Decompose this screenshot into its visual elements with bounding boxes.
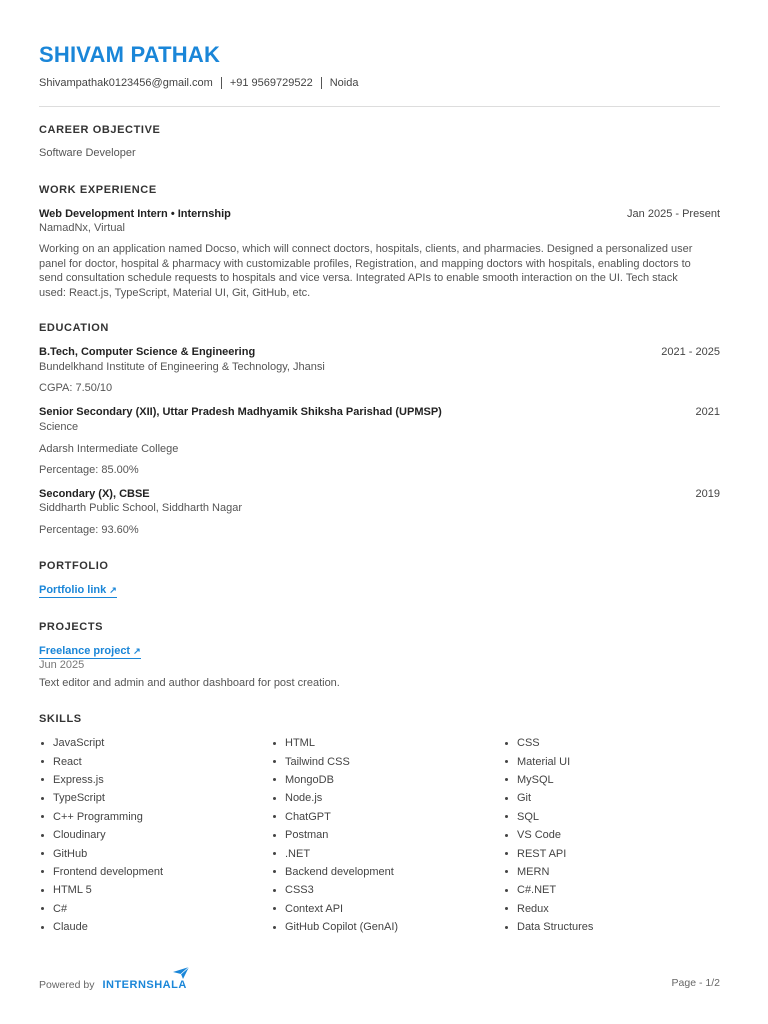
bullet-icon xyxy=(41,778,44,781)
portfolio-link-label: Portfolio link xyxy=(39,584,107,596)
skill-item xyxy=(503,844,720,862)
bullet-icon xyxy=(273,907,276,910)
skill-item xyxy=(271,844,503,862)
portfolio-link[interactable] xyxy=(39,584,117,598)
section-title-education: EDUCATION xyxy=(39,322,109,334)
job-role: Web Development Intern • Internship xyxy=(39,208,231,220)
location: Noida xyxy=(329,77,359,89)
bullet-icon xyxy=(41,815,44,818)
skill-label: React xyxy=(53,755,82,768)
x-year: 2019 xyxy=(695,488,720,500)
skill-label: MongoDB xyxy=(285,773,334,786)
skill-item xyxy=(39,771,271,789)
bullet-icon xyxy=(41,870,44,873)
skill-item xyxy=(503,789,720,807)
x-degree: Secondary (X), CBSE xyxy=(39,488,150,500)
skill-item xyxy=(503,826,720,844)
skill-label: Tailwind CSS xyxy=(285,755,350,768)
skill-label: Data Structures xyxy=(517,921,594,934)
section-title-career-objective: CAREER OBJECTIVE xyxy=(39,124,161,136)
skill-label: Node.js xyxy=(285,792,323,805)
skill-label: Claude xyxy=(53,921,88,934)
resume-page xyxy=(39,0,720,1024)
xii-stream: Science xyxy=(39,421,79,433)
skill-label: Backend development xyxy=(285,865,394,878)
section-title-portfolio: PORTFOLIO xyxy=(39,560,109,572)
powered-by-label: Powered by xyxy=(39,979,95,991)
xii-degree: Senior Secondary (XII), Uttar Pradesh Madhyamik Shiksha Parishad (UPMSP) xyxy=(39,406,442,418)
skill-item xyxy=(39,752,271,770)
skill-item xyxy=(271,752,503,770)
skill-item xyxy=(503,808,720,826)
bullet-icon xyxy=(505,797,508,800)
bullet-icon xyxy=(505,889,508,892)
skill-item xyxy=(271,918,503,936)
skill-item xyxy=(39,826,271,844)
skill-item xyxy=(271,863,503,881)
skill-item xyxy=(271,826,503,844)
btech-degree: B.Tech, Computer Science & Engineering xyxy=(39,346,256,358)
arrow-up-right-icon: ↗ xyxy=(109,585,117,595)
bullet-icon xyxy=(41,907,44,910)
bullet-icon xyxy=(41,926,44,929)
section-title-skills: SKILLS xyxy=(39,713,82,725)
skill-label: C++ Programming xyxy=(53,810,143,823)
x-institute: Siddharth Public School, Siddharth Nagar xyxy=(39,502,243,514)
email: Shivampathak0123456@gmail.com xyxy=(39,77,213,89)
skill-label: Express.js xyxy=(53,773,104,786)
bullet-icon xyxy=(273,815,276,818)
project-link[interactable] xyxy=(39,645,141,659)
skill-label: CSS xyxy=(517,737,540,750)
skill-item xyxy=(503,752,720,770)
bullet-icon xyxy=(505,870,508,873)
skill-label: C# xyxy=(53,902,68,915)
bullet-icon xyxy=(273,760,276,763)
skill-label: MySQL xyxy=(517,773,554,786)
skill-label: JavaScript xyxy=(53,737,105,750)
skill-label: VS Code xyxy=(517,829,562,842)
bullet-icon xyxy=(273,797,276,800)
xii-score: Percentage: 85.00% xyxy=(39,464,139,476)
btech-dates: 2021 - 2025 xyxy=(661,346,720,358)
bullet-icon xyxy=(505,907,508,910)
skill-item xyxy=(271,789,503,807)
bullet-icon xyxy=(273,852,276,855)
bullet-icon xyxy=(505,834,508,837)
bullet-icon xyxy=(505,760,508,763)
job-description-line: send consultation schedule requests to hospitals and vice versa. Integrated APIs to enable smooth interaction on the UI. Tech stack xyxy=(39,272,678,284)
skill-label: HTML xyxy=(285,737,315,750)
skill-item xyxy=(39,881,271,899)
skill-label: Context API xyxy=(285,902,344,915)
skill-item xyxy=(39,918,271,936)
bullet-icon xyxy=(273,889,276,892)
bullet-icon xyxy=(505,778,508,781)
skill-label: Postman xyxy=(285,829,329,842)
skill-item xyxy=(503,734,720,752)
skill-label: Material UI xyxy=(517,755,571,768)
bullet-icon xyxy=(41,852,44,855)
xii-year: 2021 xyxy=(695,406,720,418)
skill-label: ChatGPT xyxy=(285,810,331,823)
skill-label: Redux xyxy=(517,902,549,915)
bullet-icon xyxy=(273,926,276,929)
skill-item xyxy=(39,734,271,752)
job-description xyxy=(39,242,720,300)
skill-item xyxy=(271,734,503,752)
x-score: Percentage: 93.60% xyxy=(39,524,139,536)
bullet-icon xyxy=(505,742,508,745)
phone: +91 9569729522 xyxy=(229,77,313,89)
skill-item xyxy=(271,881,503,899)
paper-plane-icon xyxy=(173,967,189,979)
bullet-icon xyxy=(505,852,508,855)
bullet-icon xyxy=(41,834,44,837)
skill-item xyxy=(271,900,503,918)
skills-list xyxy=(39,734,720,936)
skill-item xyxy=(39,863,271,881)
contact-line xyxy=(39,77,358,89)
divider xyxy=(321,77,322,89)
skill-label: Cloudinary xyxy=(53,829,106,842)
job-company: NamadNx, Virtual xyxy=(39,222,125,234)
skill-item xyxy=(271,808,503,826)
xii-institute: Adarsh Intermediate College xyxy=(39,443,179,455)
bullet-icon xyxy=(41,797,44,800)
bullet-icon xyxy=(273,742,276,745)
bullet-icon xyxy=(41,742,44,745)
skill-label: C#.NET xyxy=(517,884,557,897)
skill-label: .NET xyxy=(285,847,311,860)
skill-item xyxy=(271,771,503,789)
skill-item xyxy=(39,789,271,807)
project-description: Text editor and admin and author dashboard for post creation. xyxy=(39,677,340,689)
bullet-icon xyxy=(273,834,276,837)
skill-item xyxy=(503,863,720,881)
bullet-icon xyxy=(273,778,276,781)
bullet-icon xyxy=(41,760,44,763)
btech-institute: Bundelkhand Institute of Engineering & Technology, Jhansi xyxy=(39,361,325,373)
skill-item xyxy=(39,900,271,918)
page-number: Page - 1/2 xyxy=(671,977,720,989)
job-description-line: Working on an application named Docso, which will connect doctors, hospitals, clients, and pharmacies. Designed a personalized user xyxy=(39,243,693,255)
career-objective-text: Software Developer xyxy=(39,147,136,159)
section-title-work-experience: WORK EXPERIENCE xyxy=(39,184,157,196)
skill-label: REST API xyxy=(517,847,567,860)
skill-label: Frontend development xyxy=(53,865,164,878)
skill-label: GitHub Copilot (GenAI) xyxy=(285,921,399,934)
skill-label: SQL xyxy=(517,810,540,823)
project-date: Jun 2025 xyxy=(39,659,85,671)
job-description-line: panel for doctor, hospital & pharmacy with customizable profiles, Registration, and mapping doctors with hospitals, enabling doctors to xyxy=(39,257,691,270)
job-dates: Jan 2025 - Present xyxy=(627,208,720,220)
divider xyxy=(221,77,222,89)
skill-label: MERN xyxy=(517,865,550,878)
project-link-label: Freelance project xyxy=(39,645,131,657)
skill-item xyxy=(503,881,720,899)
skill-label: TypeScript xyxy=(53,792,105,805)
btech-score: CGPA: 7.50/10 xyxy=(39,382,113,394)
footer-powered-by xyxy=(39,979,187,991)
internshala-logo: INTERNSHALA xyxy=(102,979,186,991)
skill-label: Git xyxy=(517,792,532,805)
skill-item xyxy=(39,844,271,862)
skill-label: HTML 5 xyxy=(53,884,92,897)
skill-item xyxy=(39,808,271,826)
skill-label: CSS3 xyxy=(285,884,314,897)
candidate-name: SHIVAM PATHAK xyxy=(39,42,221,67)
skill-item xyxy=(503,900,720,918)
bullet-icon xyxy=(505,926,508,929)
section-title-projects: PROJECTS xyxy=(39,621,104,633)
bullet-icon xyxy=(273,870,276,873)
skill-item xyxy=(503,771,720,789)
bullet-icon xyxy=(41,889,44,892)
job-description-line: used: React.js, TypeScript, Material UI, Git, GitHub, etc. xyxy=(39,286,311,299)
header-divider xyxy=(39,106,720,107)
skill-label: GitHub xyxy=(53,847,88,860)
bullet-icon xyxy=(505,815,508,818)
skill-item xyxy=(503,918,720,936)
arrow-up-right-icon: ↗ xyxy=(133,646,141,656)
